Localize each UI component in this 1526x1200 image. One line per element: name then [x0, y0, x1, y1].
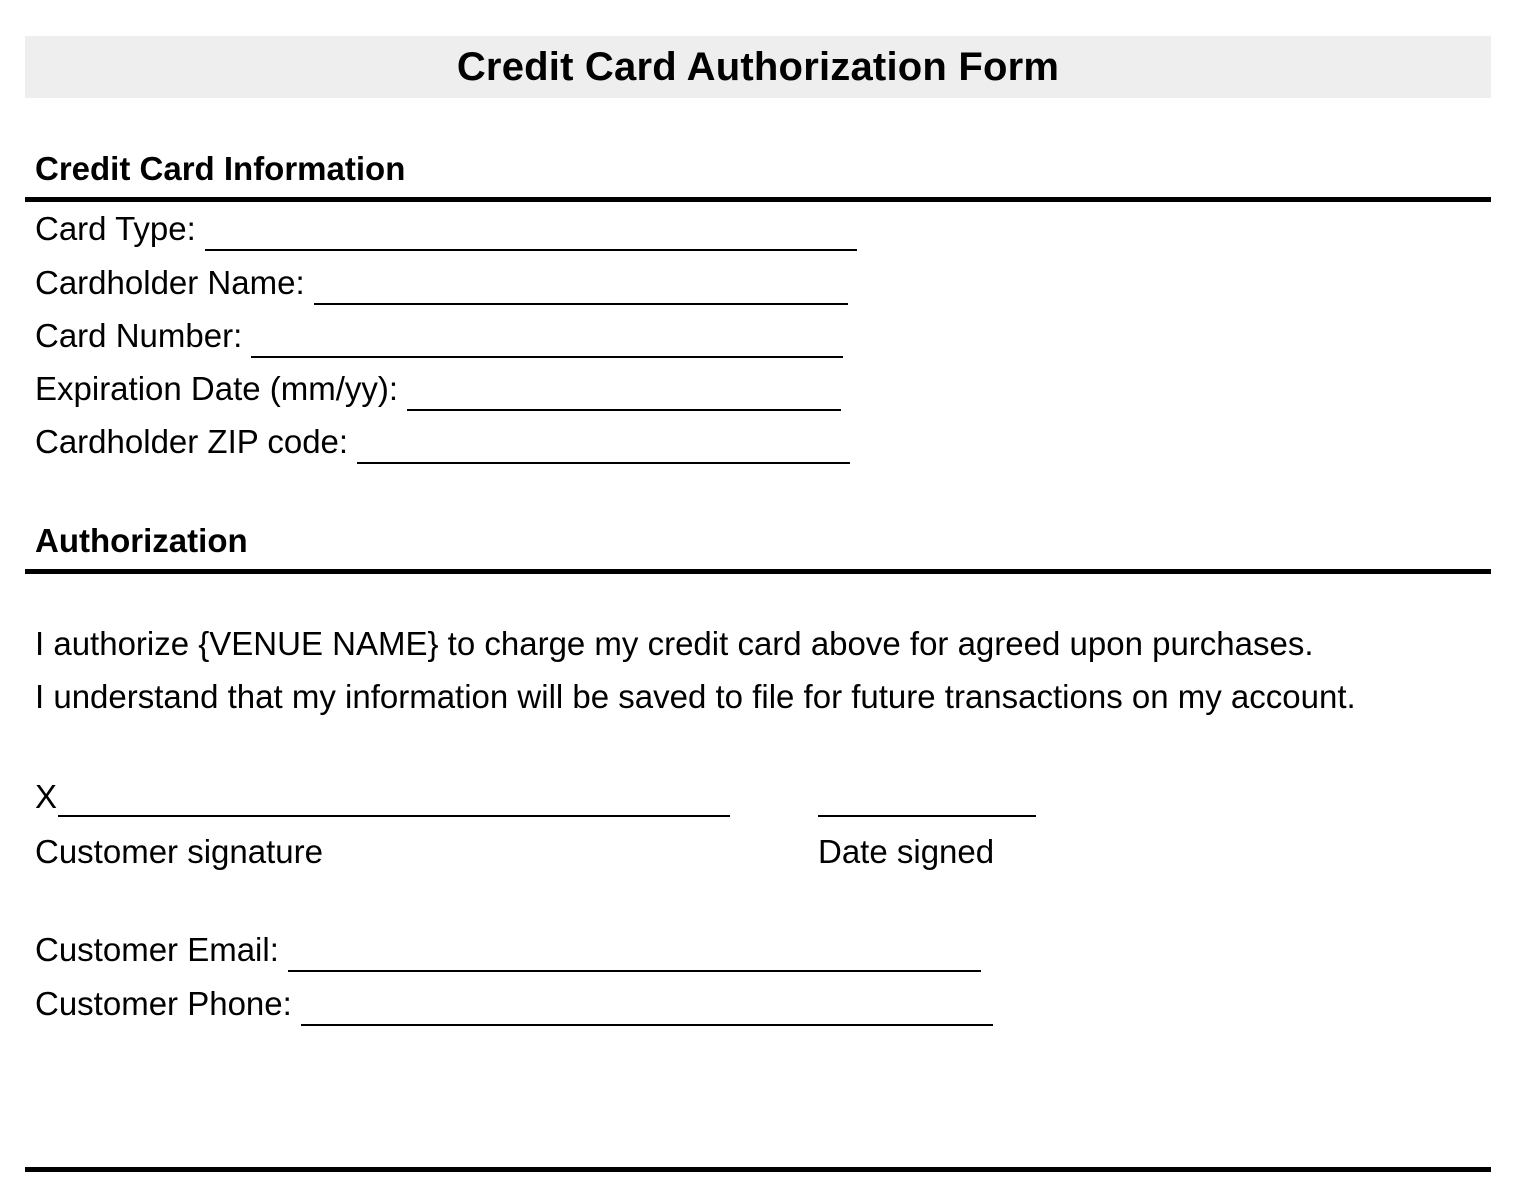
card-type-label: Card Type:: [35, 210, 196, 247]
card-number-field[interactable]: [35, 314, 843, 358]
authorization-text-line-1: I authorize {VENUE NAME} to charge my credit card above for agreed upon purchases.: [35, 625, 1314, 662]
expiration-date-input[interactable]: [407, 371, 841, 411]
card-info-heading: Credit Card Information: [35, 150, 406, 187]
customer-email-label: Customer Email:: [35, 931, 279, 968]
card-type-input[interactable]: [205, 211, 857, 251]
customer-email-field[interactable]: [35, 928, 981, 972]
card-type-field[interactable]: [35, 207, 857, 251]
expiration-date-field[interactable]: [35, 367, 841, 411]
signature-marker: X: [35, 778, 58, 815]
expiration-date-label: Expiration Date (mm/yy):: [35, 370, 399, 407]
zip-code-input[interactable]: [357, 424, 850, 464]
bottom-divider: [25, 1167, 1491, 1172]
form-title: Credit Card Authorization Form: [456, 44, 1060, 89]
customer-phone-field[interactable]: [35, 982, 993, 1026]
customer-email-input[interactable]: [288, 932, 981, 972]
card-number-input[interactable]: [251, 318, 843, 358]
card-number-label: Card Number:: [35, 317, 243, 354]
authorization-divider: [25, 569, 1491, 574]
authorization-heading: Authorization: [35, 522, 248, 559]
card-info-divider: [25, 197, 1491, 202]
title-bar: [25, 36, 1491, 98]
customer-phone-label: Customer Phone:: [35, 985, 292, 1022]
signature-line[interactable]: [58, 815, 730, 817]
cardholder-name-field[interactable]: [35, 261, 848, 305]
cardholder-name-label: Cardholder Name:: [35, 264, 305, 301]
date-signed-line[interactable]: [818, 815, 1036, 817]
date-signed-caption: Date signed: [818, 833, 995, 870]
signature-caption: Customer signature: [35, 833, 323, 870]
zip-code-field[interactable]: [35, 420, 850, 464]
cardholder-name-input[interactable]: [314, 265, 848, 305]
zip-code-label: Cardholder ZIP code:: [35, 423, 349, 460]
customer-phone-input[interactable]: [301, 986, 993, 1026]
authorization-text-line-2: I understand that my information will be saved to file for future transactions on my account.: [35, 678, 1356, 715]
